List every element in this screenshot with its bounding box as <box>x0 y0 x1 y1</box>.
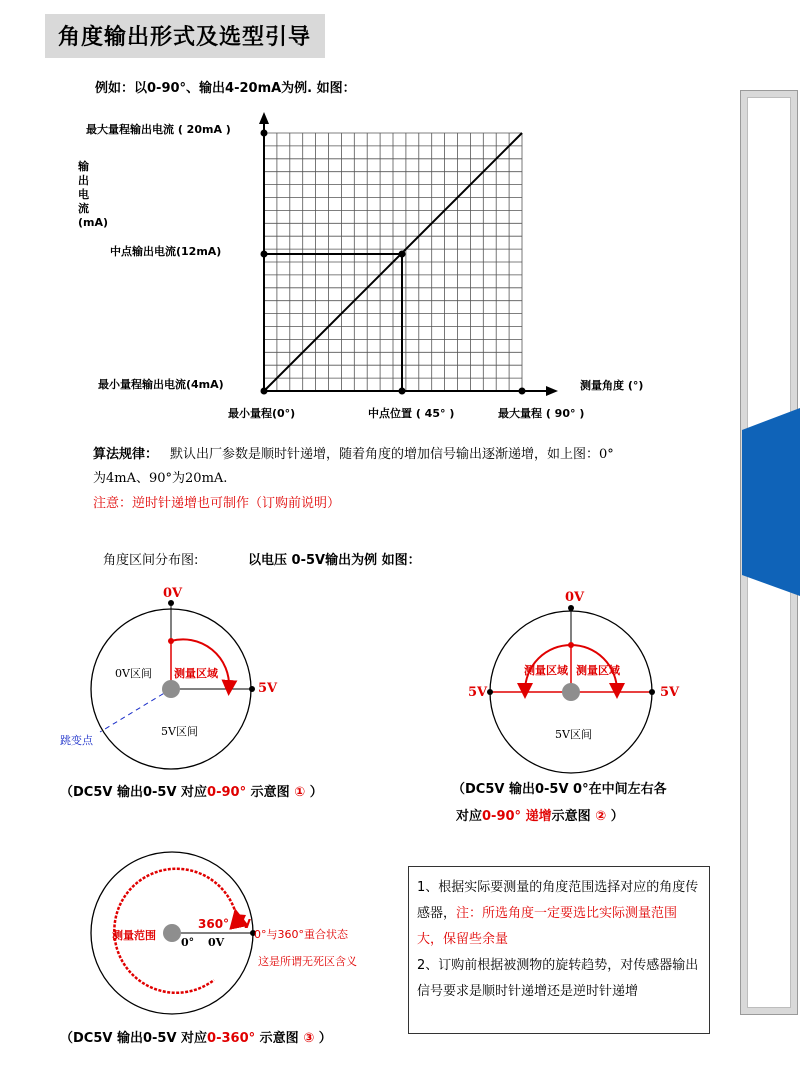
d3-label-360-5v: 360° 5V <box>198 917 251 931</box>
x-mid-label: 中点位置 ( 45° ) <box>368 407 455 420</box>
algorithm-text-2: 为4mA、90°为20mA. <box>93 471 228 486</box>
x-max-label: 最大量程 ( 90° ) <box>498 407 585 420</box>
d1-jump-point: 跳变点 <box>60 734 93 747</box>
d3-caption: （DC5V 输出0-5V 对应0-360° 示意图 ③ ） <box>60 1031 332 1046</box>
y-mid-label: 中点输出电流(12mA) <box>110 245 222 258</box>
d1-measure-zone: 测量区域 <box>174 667 218 680</box>
note-item-1: 1、根据实际要测量的角度范围选择对应的角度传感器， <box>417 880 699 921</box>
d2-caption-line1: （DC5V 输出0-5V 0°在中间左右各 <box>452 782 667 797</box>
x-axis-label: 测量角度 (°) <box>580 379 644 392</box>
d3-label-0v: 0V <box>208 936 225 949</box>
algorithm-label: 算法规律： <box>93 447 159 462</box>
algorithm-text-1: 默认出厂参数是顺时针递增，随着角度的增加信号输出逐渐递增，如上图：0° <box>170 447 614 462</box>
d2-left-label: 5V <box>468 685 488 700</box>
d1-top-label: 0V <box>163 586 183 601</box>
algorithm-note: 注意：逆时针递增也可制作（订购前说明） <box>93 496 341 511</box>
example-line: 例如：以0-90°、输出4-20mA为例. 如图： <box>95 81 356 96</box>
d1-caption: （DC5V 输出0-5V 对应0-90° 示意图 ① ） <box>60 785 323 800</box>
note-item-2: 2、订购前根据被测物的旋转趋势，对传感器输出信号要求是顺时针递增还是逆时针递增 <box>417 958 699 999</box>
page-title: 角度输出形式及选型引导 <box>58 25 312 50</box>
d2-top-label: 0V <box>565 590 585 605</box>
diagram-2 <box>487 605 655 773</box>
d3-label-0: 0° <box>181 936 195 949</box>
y-max-label: 最大量程输出电流 ( 20mA ) <box>86 123 231 136</box>
d3-measure-range: 测量范围 <box>112 929 156 942</box>
note-item-1-warning: 注：所选角度一定要选比实际测量范围大，保留些余量 <box>417 906 678 947</box>
d2-zone-5v: 5V区间 <box>555 728 592 741</box>
d3-overlap-line2: 这是所谓无死区含义 <box>258 955 357 968</box>
d1-zone-0v: 0V区间 <box>115 667 152 680</box>
d1-right-label: 5V <box>258 681 278 696</box>
x-min-label: 最小量程(0°) <box>228 407 296 420</box>
d2-measure-zone-right: 测量区域 <box>576 664 620 677</box>
y-axis-label: 输出电流 (mA) <box>78 160 109 229</box>
distribution-example: 以电压 0-5V输出为例 如图： <box>248 553 421 568</box>
d2-caption-line2: 对应0-90° 递增示意图 ② ） <box>456 809 624 824</box>
y-min-label: 最小量程输出电流(4mA) <box>98 378 224 391</box>
distribution-heading: 角度区间分布图: <box>103 553 199 568</box>
d2-measure-zone-left: 测量区域 <box>524 664 568 677</box>
diagram-1 <box>91 600 255 769</box>
d3-overlap-line1: 0°与360°重合状态 <box>254 928 348 941</box>
d1-zone-5v: 5V区间 <box>161 725 198 738</box>
selection-notes-box <box>408 866 710 1034</box>
d2-right-label: 5V <box>660 685 680 700</box>
